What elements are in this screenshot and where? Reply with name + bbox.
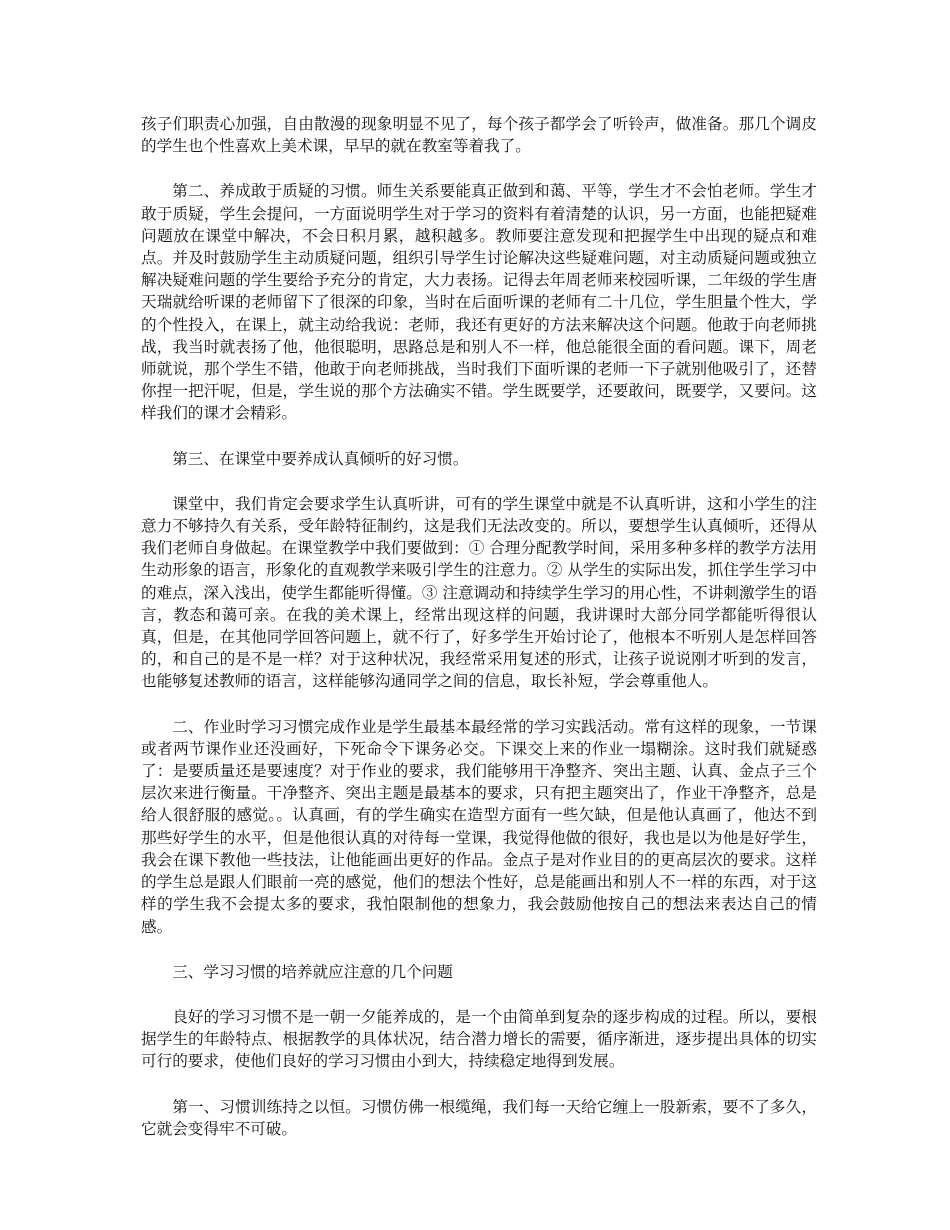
paragraph-section-three-heading: 三、学习习惯的培养就应注意的几个问题 xyxy=(172,962,453,981)
document-page xyxy=(141,113,817,1163)
paragraph-listening-habit: 课堂中，我们肯定会要求学生认真听讲，可有的学生课堂中就是不认真听讲，这和小学生的注意力不够持久有关系，受年龄特征制约，这是我们无法改变的。所以，要想学生认真倾听，还得从我们老师自身做起。在课堂教学中我们要做到：① 合理分配教学时间，采用多种多样的教学方法用生动形象的语言，形象化的直观教学来吸引学生的注意力。② 从学生的实际出发，抓住学生学习中的难点，深入浅出，使学生都能听得懂。③ 注意调动和持续学生学习的用心性，不讲刺激学生的语言，教态和蔼可亲。在我的美术课上，经常出现这样的问题，我讲课时大部分同学都能听得很认真，但是，在其他同学回答问题上，就不行了，好多学生开始讨论了，他根本不听别人是怎样回答的，和自己的是不是一样？对于这种状况，我经常采用复述的形式，让孩子说说刚才听到的发言，也能够复述教师的语言，这样能够沟通同学之间的信息，取长补短，学会尊重他人。 xyxy=(141,494,817,691)
paragraph-questioning-habit: 第二、养成敢于质疑的习惯。师生关系要能真正做到和蔼、平等，学生才不会怕老师。学生才敢于质疑，学生会提问，一方面说明学生对于学习的资料有着清楚的认识，另一方面，也能把疑难问题放在课堂中解决，不会日积月累，越积越多。教师要注意发现和把握学生中出现的疑点和难点。并及时鼓励学生主动质疑问题，组织引导学生讨论解决这些疑难问题，对主动质疑问题或独立解决疑难问题的学生要给予充分的肯定，大力表扬。记得去年周老师来校园听课，二年级的学生唐天瑞就给听课的老师留下了很深的印象，当时在后面听课的老师有二十几位，学生胆量个性大，学的个性投入，在课上，就主动给我说：老师，我还有更好的方法来解决这个问题。他敢于向老师挑战，我当时就表扬了他，他很聪明，思路总是和别人不一样，他总能很全面的看问题。课下，周老师就说，那个学生不错，他敢于向老师挑战，当时我们下面听课的老师一下子就别他吸引了，还替你捏一把汗呢，但是，学生说的那个方法确实不错。学生既要学，还要敢问，既要学，又要问。这样我们的课才会精彩。 xyxy=(141,182,817,423)
paragraph-gradual-formation: 良好的学习习惯不是一朝一夕能养成的，是一个由简单到复杂的逐步构成的过程。所以，要根据学生的年龄特点、根据教学的具体状况，结合潜力增长的需要，循序渐进，逐步提出具体的切实可行的要求，使他们良好的学习习惯由小到大，持续稳定地得到发展。 xyxy=(141,1007,817,1071)
paragraph-listening-heading: 第三、在课堂中要养成认真倾听的好习惯。 xyxy=(172,449,469,468)
paragraph-homework-habit: 二、作业时学习习惯完成作业是学生最基本最经常的学习实践活动。常有这样的现象，一节课或者两节课作业还没画好，下死命令下课务必交。下课交上来的作业一塌糊涂。这时我们就疑惑了：是要质量还是要速度？对于作业的要求，我们能够用干净整齐、突出主题、认真、金点子三个层次来进行衡量。干净整齐、突出主题是最基本的要求，只有把主题突出了，作业干净整齐，总是给人很舒服的感觉。。认真画，有的学生确实在造型方面有一些欠缺，但是他认真画了，他达不到那些好学生的水平，但是他很认真的对待每一堂课，我觉得他做的很好，我也是以为他是好学生，我会在课下教他一些技法，让他能画出更好的作品。金点子是对作业目的的更高层次的要求。这样的学生总是跟人们眼前一亮的感觉，他们的想法个性好，总是能画出和别人不一样的东西，对于这样的学生我不会提太多的要求，我怕限制他的想象力，我会鼓励他按自己的想法来表达自己的情感。 xyxy=(141,717,817,936)
paragraph-continuation: 孩子们职责心加强，自由散漫的现象明显不见了，每个孩子都学会了听铃声，做准备。那几个调皮的学生也个性喜欢上美术课，早早的就在教室等着我了。 xyxy=(141,115,817,156)
paragraph-persistence: 第一、习惯训练持之以恒。习惯仿佛一根缆绳，我们每一天给它缠上一股新索，要不了多久，它就会变得牢不可破。 xyxy=(141,1097,817,1138)
